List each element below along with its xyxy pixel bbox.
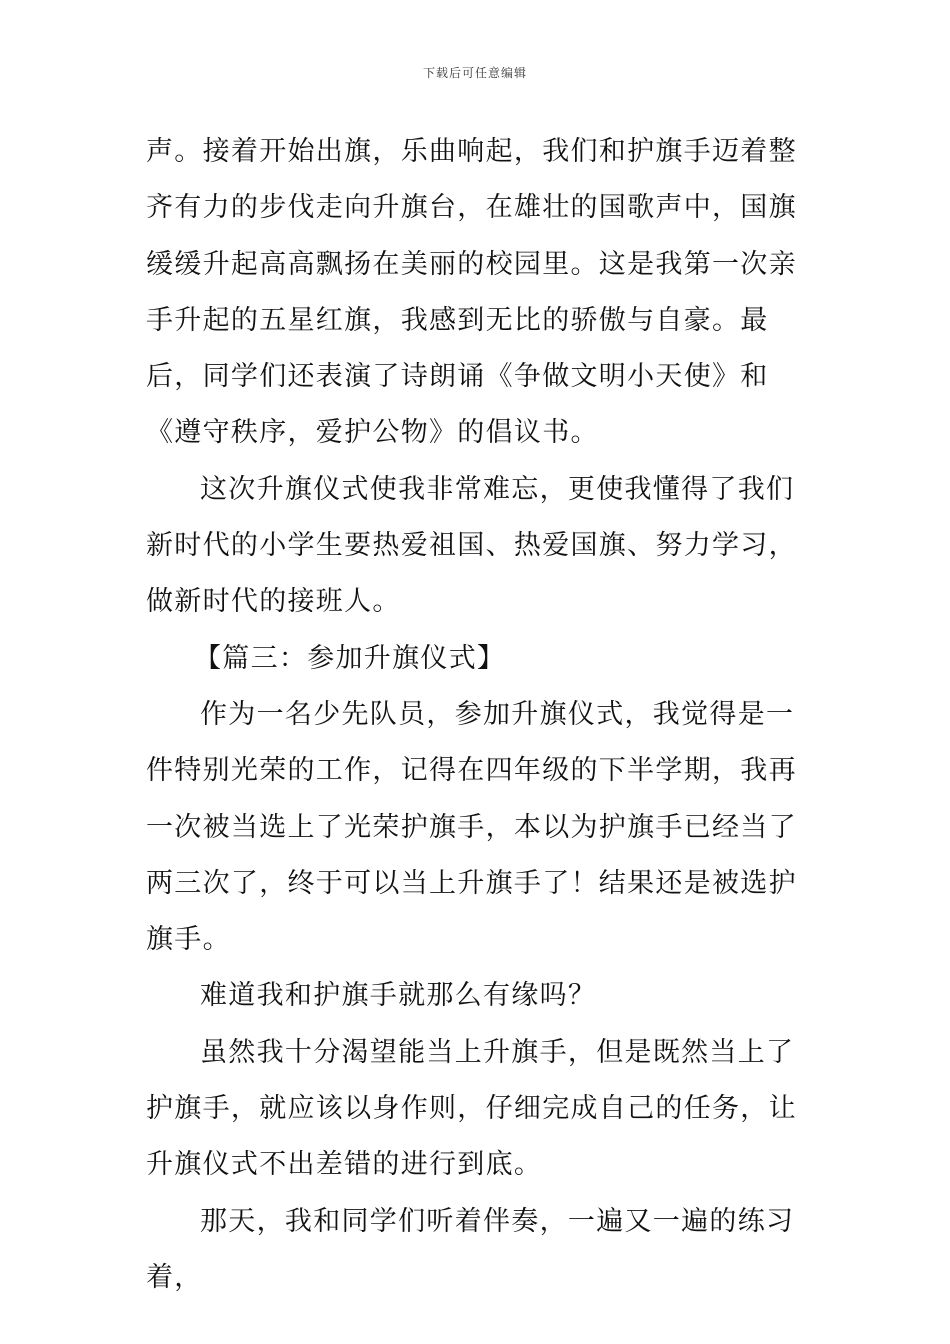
page-header-note: 下载后可任意编辑 — [422, 66, 527, 80]
paragraph-1: 声。接着开始出旗，乐曲响起，我们和护旗手迈着整齐有力的步伐走向升旗台，在雄壮的国歌声中，国旗缓缓升起高高飘扬在美丽的校园里。这是我第一次亲手升起的五星红旗，我感到无比的骄傲与自豪。最后，同学们还表演了诗朗诵《争做文明小天使》和《遵守秩序，爱护公物》的倡议书。 — [146, 136, 797, 449]
paragraph-6: 那天，我和同学们听着伴奏，一遍又一遍的练习着， — [146, 1205, 795, 1293]
paragraph-2: 这次升旗仪式使我非常难忘，更使我懂得了我们新时代的小学生要热爱祖国、热爱国旗、努力学习，做新时代的接班人。 — [146, 473, 797, 618]
document-body — [146, 124, 810, 1306]
paragraph-3: 作为一名少先队员，参加升旗仪式，我觉得是一件特别光荣的工作，记得在四年级的下半学期，我再一次被当选上了光荣护旗手，本以为护旗手已经当了两三次了，终于可以当上升旗手了！结果还是被选护旗手。 — [146, 698, 797, 956]
paragraph-5: 虽然我十分渴望能当上升旗手，但是既然当上了护旗手，就应该以身作则，仔细完成自己的任务，让升旗仪式不出差错的进行到底。 — [146, 1036, 797, 1181]
paragraph-4: 难道我和护旗手就那么有缘吗？ — [200, 980, 597, 1012]
section-heading: 【篇三：参加升旗仪式】 — [194, 642, 506, 674]
